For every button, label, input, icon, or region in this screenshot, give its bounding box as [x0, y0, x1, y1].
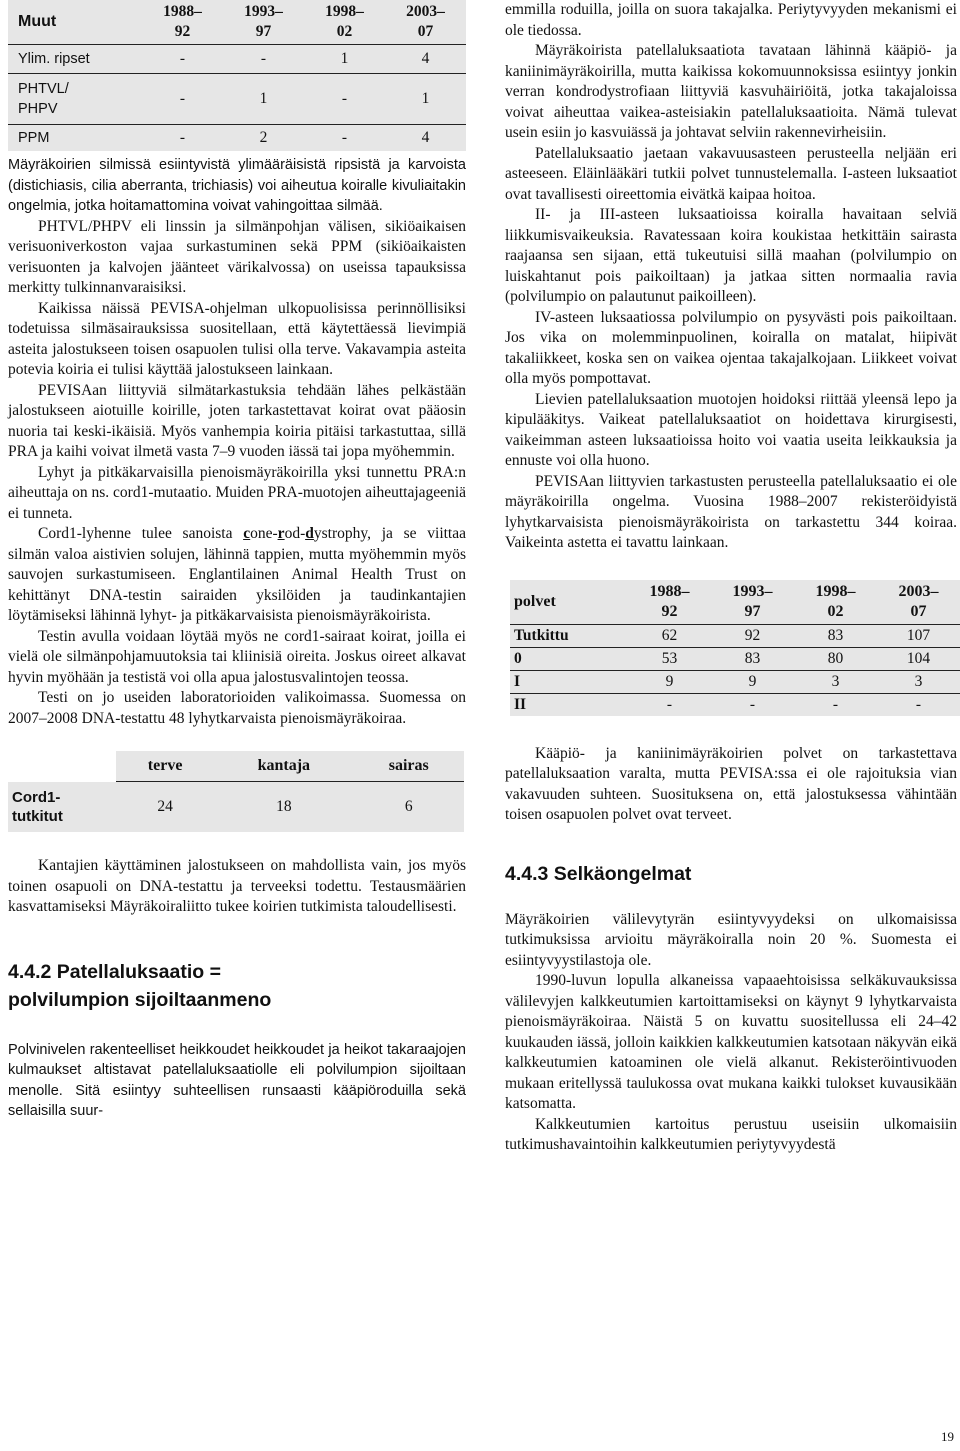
table-cell: - [711, 693, 794, 716]
body-paragraph: Polvinivelen rakenteelliset heikkoudet heikkoudet ja heikot takaraajojen kulmaukset altistavat patellaluksaatiolle eli polvilumpion sijoiltaan menolle. Sitä esiintyy suhteellisen runsaasti kääpiöroduilla sekä sellaisilla suur- [8, 1041, 466, 1119]
table-cell: - [794, 693, 877, 716]
period-header: 2003– 07 [406, 3, 445, 40]
table-cell: - [142, 125, 223, 152]
row-label: Cord1- tutkitut [8, 782, 116, 833]
body-paragraph: Kantajien käyttäminen jalostukseen on mahdollista vain, jos myös toinen osapuoli on DNA-testattu ja terveeksi todettu. Testausmäärien kasvattamiseksi Mäyräkoiraliitto tukee koirien tutkimista taloudellisesti. [8, 857, 466, 915]
table-cell: - [877, 693, 960, 716]
right-column [505, 0, 957, 1156]
body-paragraph: Mäyräkoirista patellaluksaatiota tavataan lähinnä kääpiö- ja kaniinimäyräkoirilla, mutta kaikissa kokomuunnoksissa esiintyy jonkin verran kondrodystrofiaan liittyviä kasvuhäiriöitä, jotka takajaloissa voivat aiheuttaa vaikea-asteisiakin patellaluksaatioita. Nämä tulevat usein esiin jo kasvuiässä ja johtavat selviin rakennevirheisiin. [505, 42, 957, 141]
cord1-table [8, 751, 464, 832]
period-header: 1988– 92 [649, 582, 690, 620]
body-paragraph: Kalkkeutumien kartoitus perustuu useisiin ulkomaisiin tutkimushavaintoihin kalkkeutumien periytyvyydestä [505, 1115, 957, 1153]
table-row [8, 74, 466, 125]
table-cell: 4 [385, 45, 466, 74]
table-cell: 3 [877, 670, 960, 693]
left-column [8, 0, 466, 1122]
body-paragraph: Lievien patellaluksaation muotojen hoidoksi riittää yleensä lepo ja kipulääkitys. Vaikeat patellaluksaatiot on hoidettava kirurgisesti, vaikeimman asteen luksaatioissa hoito voi vaatia useita leikkauksia ja ennuste voi olla huono. [505, 390, 957, 469]
section-heading: 4.4.3 Selkäongelmat [505, 862, 692, 885]
section-heading: 4.4.2 Patellaluksaatio = polvilumpion sijoiltaanmeno [8, 960, 272, 1011]
table-cell: - [142, 45, 223, 74]
table-header-label: Muut [18, 13, 57, 30]
table-cell: - [304, 74, 385, 125]
row-label: I [510, 670, 628, 693]
table-header-row [8, 0, 466, 45]
table-cell: 83 [794, 624, 877, 647]
table-cell: 62 [628, 624, 711, 647]
row-label: II [510, 693, 628, 716]
table-row [510, 647, 960, 670]
table-cell: - [304, 125, 385, 152]
body-paragraph: Mäyräkoirien välilevytyrän esiintyvyydeksi on ulkomaisissa tutkimuksissa arvioitu mäyräkoiralla noin 20 %. Suomesta ei esiintyvyystilastoja ole. [505, 910, 957, 969]
table-cell: 53 [628, 647, 711, 670]
body-paragraph: 1990-luvun lopulla alkaneissa vapaaehtoisissa selkäkuvauksissa välilevyjen kalkkeutumien kartoittamiseksi on käynyt 9 lyhytkarvaista pienoismäyräkoiraa. Näistä 5 on kuvattu suositellussa eli 24–42 kuukauden iässä, jolloin kaikkien kalkkeutumien katsotaan näkyvän eikä kalkkeutumien katoaminen ole vielä alkanut. Rekisteröintivuoden mukaan eritellyssä taulukossa ovat mukana kaikki tulokset kuvausikään katsomatta. [505, 972, 957, 1112]
column-header: sairas [353, 751, 464, 782]
empty-cell [8, 751, 116, 782]
table-cell: 2 [223, 125, 304, 152]
table-cell: 104 [877, 647, 960, 670]
table-row [8, 782, 464, 833]
body-paragraph: Kaikissa näissä PEVISA-ohjelman ulkopuolisissa perinnöllisiksi todetuissa silmäsairauksissa suositellaan, että käytettäessä lievimpiä asteita jalostukseen toisen osapuolen tulisi olla terve. Vakavampia asteita potevia koiria ei tulisi käyttää jalostukseen lainkaan. [8, 299, 466, 378]
row-label: 0 [510, 647, 628, 670]
table-cell: 24 [116, 782, 214, 833]
table-cell: - [223, 45, 304, 74]
table-row [8, 45, 466, 74]
table-cell: 1 [223, 74, 304, 125]
period-header: 1998– 02 [325, 3, 364, 40]
body-paragraph: emmilla roduilla, joilla on suora takajalka. Periytyvyyden mekanismi ei ole tiedossa. [505, 1, 957, 39]
table-header-row [510, 580, 960, 625]
table-cell: 1 [304, 45, 385, 74]
table-cell: 80 [794, 647, 877, 670]
body-paragraph: Testi on jo useiden laboratorioiden valikoimassa. Suomessa on 2007–2008 DNA-testattu 48 lyhytkarvaista pienoismäyräkoiraa. [8, 689, 466, 727]
column-header: kantaja [214, 751, 353, 782]
table-row [8, 125, 466, 152]
body-paragraph: PHTVL/PHPV eli linssin ja silmänpohjan välisen, sikiöaikaisen verisuoniverkoston vajaa surkastuminen sekä PPM (sikiöaikaisten verisuonten ja kalvojen jäänteet värikalvossa) on useissa tapauksissa merkitty tulkinnanvaraisiksi. [8, 217, 466, 296]
table-row [510, 624, 960, 647]
row-label: PPM [8, 125, 142, 152]
table-cell: - [142, 74, 223, 125]
text-run: c [243, 525, 251, 542]
body-paragraph: Mäyräkoirien silmissä esiintyvistä ylimääräisistä ripsistä ja karvoista (distichiasis, cilia aberranta, trichiasis) voi aiheutua koiralle kivuliaitakin ongelmia, jotka hoitamattomina voivat vahingoittaa silmää. [8, 157, 466, 214]
body-paragraph: PEVISAan liittyvien tarkastusten perusteella patellaluksaatio ei ole mäyräkoirilla ongelma. Vuosina 1988–2007 rekisteröidyistä lyhytkarvaisista pienoismäyräkoirista on tarkastettu 344 koiraa. Vaikeinta astetta ei tavattu lainkaan. [505, 472, 957, 551]
period-header: 2003– 07 [898, 582, 939, 620]
body-paragraph [8, 524, 466, 627]
column-header: terve [116, 751, 214, 782]
period-header: 1988– 92 [163, 3, 202, 40]
body-paragraph: IV-asteen luksaatiossa polvilumpio on pysyvästi pois paikoiltaan. Jos vika on molemminpuolinen, koiralla on matalat, hiipivät takaliikkeet, koska sen on vaikea ojentaa takajalkojaan. Liikkeet voivat olla myös pompottavat. [505, 308, 957, 387]
body-paragraph: Lyhyt ja pitkäkarvaisilla pienoismäyräkoirilla yksi tunnettu PRA:n aiheuttaja on ns. cord1-mutaatio. Muiden PRA-muotojen aiheuttajageeniä ei tunneta. [8, 463, 466, 522]
body-paragraph: PEVISAan liittyviä silmätarkastuksia tehdään lähes pelkästään jalostukseen aiotuille koirille, joten tarkastettavat koirat ovat pääosin nuoria tai keski-ikäisiä. Myös vanhempia koiria pitäisi tarkastuttaa, sillä PRA ja kaihi voivat ilmetä vasta 7–9 vuoden iässä tai jopa myöhemmin. [8, 381, 466, 460]
text-run: ystrophy, ja se viittaa silmän valoa aistivien solujen, lähinnä tappien, mutta myöhemmin myös sauvojen surkastumiseen. Englantilainen Animal Health Trust on kehittänyt DNA-testin sairaiden yksilöiden ja taudinkantajien löytämiseksi lähinnä lyhyt- ja pitkäkarvaisista pienoismäyräkoirista. [8, 525, 466, 624]
table-row [510, 670, 960, 693]
eye-findings-table [8, 0, 466, 151]
body-paragraph: Testin avulla voidaan löytää myös ne cord1-sairaat koirat, joilla ei vielä ole silmänpohjamuutoksia tai kliinisiä oireita. Joskus oireet alkavat hyvin myöhään ja testistä voi olla apua jalostusvalintojen teossa. [8, 627, 466, 686]
period-header: 1993– 97 [732, 582, 773, 620]
row-label: PHTVL/ PHPV [8, 74, 142, 125]
table-cell: 83 [711, 647, 794, 670]
row-label: Ylim. ripset [8, 45, 142, 74]
text-run: r [277, 525, 285, 542]
table-cell: 107 [877, 624, 960, 647]
period-header: 1998– 02 [815, 582, 856, 620]
page-number: 19 [941, 1429, 954, 1444]
table-cell: 3 [794, 670, 877, 693]
table-cell: - [628, 693, 711, 716]
text-run: od- [284, 525, 306, 542]
body-paragraph: Patellaluksaatio jaetaan vakavuusasteen perusteella neljään eri asteeseen. Eläinlääkäri tutkii polvet tunnustelemalla. I-asteen luksaatiot ovat tavallisesti oireettomia eivätkä kaipaa hoitoa. [505, 144, 957, 203]
table-cell: 4 [385, 125, 466, 152]
table-header-row [8, 751, 464, 782]
text-run: one- [250, 525, 278, 542]
patella-table [510, 580, 960, 716]
period-header: 1993– 97 [244, 3, 283, 40]
table-cell: 9 [628, 670, 711, 693]
row-label: Tutkittu [510, 624, 628, 647]
table-cell: 1 [385, 74, 466, 125]
table-cell: 92 [711, 624, 794, 647]
table-row [510, 693, 960, 716]
text-run: d [305, 525, 314, 542]
table-cell: 6 [353, 782, 464, 833]
table-cell: 9 [711, 670, 794, 693]
table-cell: 18 [214, 782, 353, 833]
body-paragraph: Kääpiö- ja kaniinimäyräkoirien polvet on tarkastettava patellaluksaation varalta, mutta PEVISA:ssa ei ole rajoituksia vian vakavuuden suhteen. Suosituksena on, että jalostuksessa vähintään toisen osapuolen polvet ovat terveet. [505, 744, 957, 823]
body-paragraph: II- ja III-asteen luksaatioissa koiralla havaitaan selviä liikkumisvaikeuksia. Ravatessaan koira koukistaa hetkittäin sairasta raajaansa sen sijaan, että tukeutuisi sillä maahan (polvilumpio on luiskahtanut pois paikoiltaan) ja jatkaa sitten normaalia ravia (polvilumpio on palautunut paikoilleen). [505, 206, 957, 305]
text-run: Cord1-lyhenne tulee sanoista [38, 525, 244, 542]
table-header-label: polvet [514, 592, 556, 610]
